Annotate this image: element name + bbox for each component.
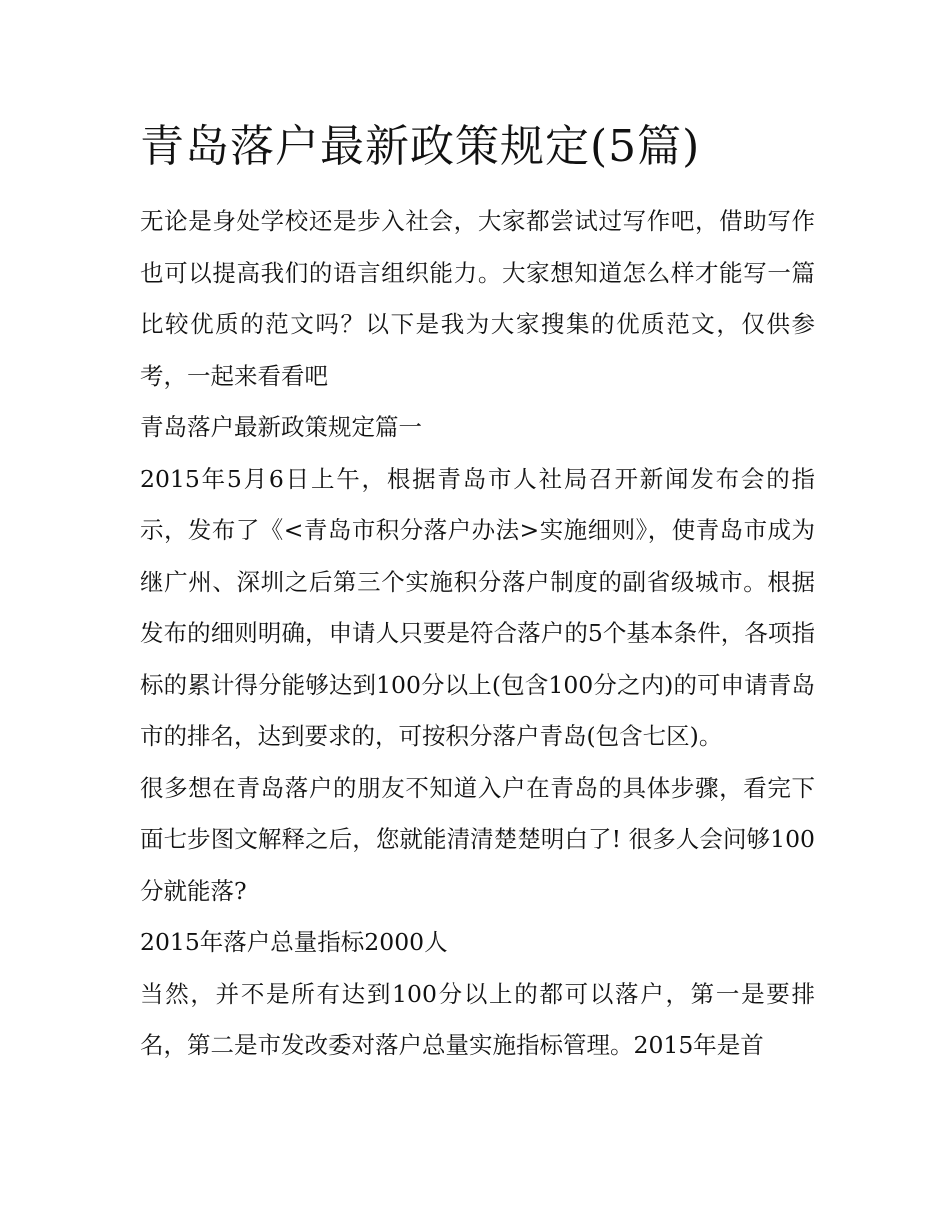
ranking-paragraph: 当然，并不是所有达到100分以上的都可以落户，第一是要排名，第二是市发改委对落户总量实施指标管理。2015年是首 (140, 979, 815, 1059)
section-heading: 青岛落户最新政策规定篇一 (140, 413, 422, 441)
document-body (140, 196, 815, 1072)
intro-paragraph: 无论是身处学校还是步入社会，大家都尝试过写作吧，借助写作也可以提高我们的语言组织能力。大家想知道怎么样才能写一篇比较优质的范文吗？以下是我为大家搜集的优质范文，仅供参考，一起来看看吧 (140, 207, 815, 390)
quota-heading: 2015年落户总量指标2000人 (140, 928, 448, 956)
policy-paragraph: 2015年5月6日上午，根据青岛市人社局召开新闻发布会的指示，发布了《<青岛市积分落户办法>实施细则》，使青岛市成为继广州、深圳之后第三个实施积分落户制度的副省级城市。根据发布的细则明确，申请人只要是符合落户的5个基本条件，各项指标的累计得分能够达到100分以上(包含100分之内)的可申请青岛市的排名，达到要求的，可按积分落户青岛(包含七区)。 (140, 464, 815, 750)
steps-paragraph: 很多想在青岛落户的朋友不知道入户在青岛的具体步骤，看完下面七步图文解释之后，您就能清清楚楚明白了! 很多人会问够100分就能落? (140, 773, 815, 905)
document-title: 青岛落户最新政策规定(5篇) (140, 121, 701, 172)
